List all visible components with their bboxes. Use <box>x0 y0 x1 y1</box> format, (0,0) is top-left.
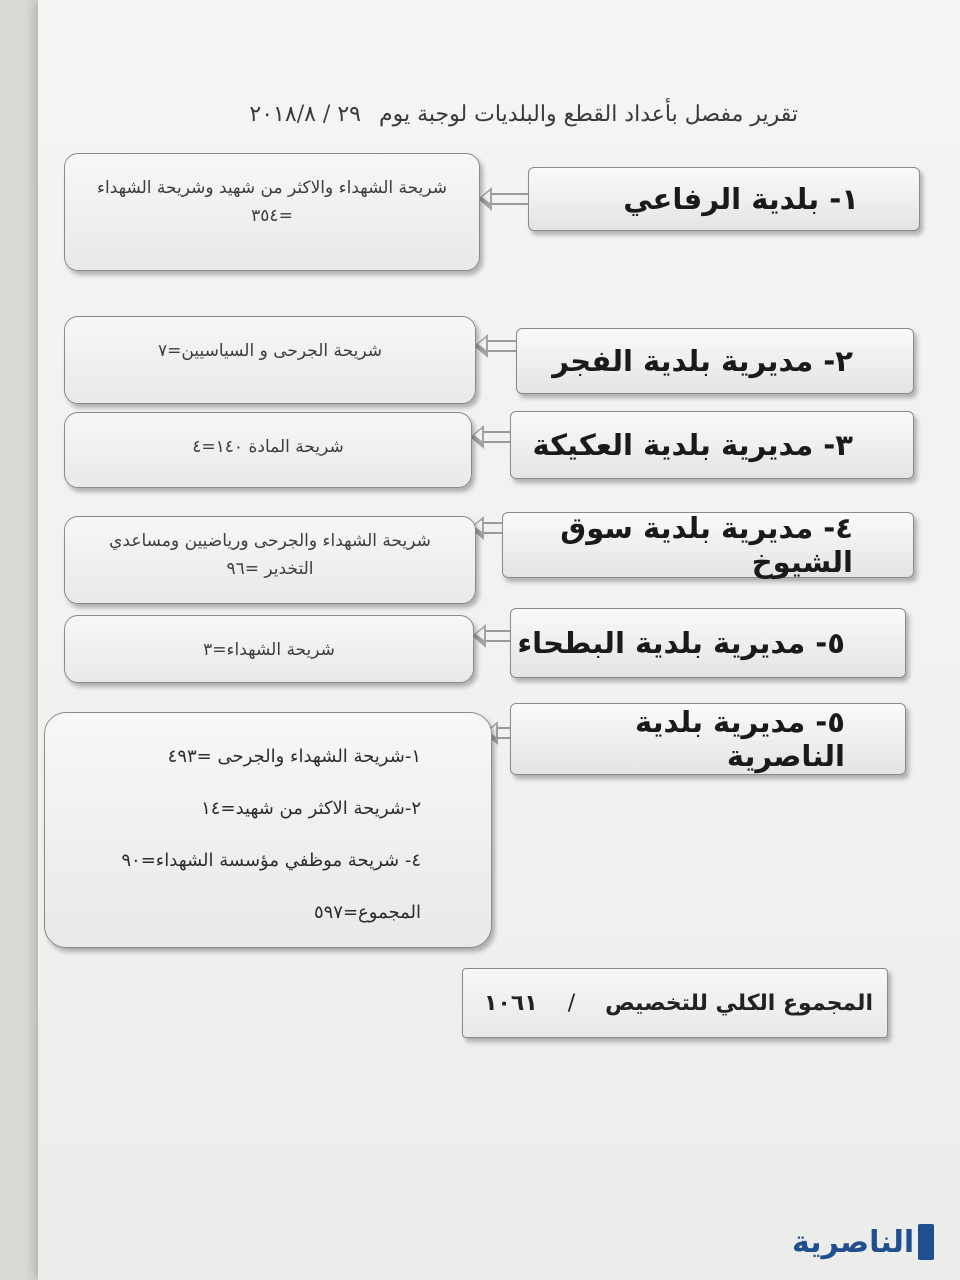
entry-5-arrow <box>484 630 510 642</box>
entry-1-detail-line: شريحة الشهداء والاكثر من شهيد وشريحة الشهداء =٣٥٤ <box>96 178 448 226</box>
watermark-text: الناصرية <box>792 1224 915 1260</box>
entry-6-detail-line-2: ٢-شريحة الاكثر من شهيد=١٤ <box>201 798 421 819</box>
entry-6-arrow <box>496 727 510 739</box>
entry-6-detail-line-3: ٤- شريحة موظفي مؤسسة الشهداء=٩٠ <box>121 850 421 871</box>
entry-1-heading: ١- بلدية الرفاعي <box>528 167 920 231</box>
document-page <box>38 0 960 1280</box>
grand-total-separator: / <box>567 990 576 1016</box>
entry-4-details <box>64 516 476 604</box>
grand-total-value: ١٠٦١ <box>483 990 538 1016</box>
entry-4-heading: ٤- مديرية بلدية سوق الشيوخ <box>502 512 914 578</box>
entry-2-details <box>64 316 476 404</box>
entry-1-details <box>64 153 480 271</box>
entry-4-detail-line: شريحة الشهداء والجرحى ورياضيين ومساعدي التخدير =٩٦ <box>109 531 431 579</box>
entry-6-detail-line-1: ١-شريحة الشهداء والجرحى =٤٩٣ <box>167 746 421 767</box>
entry-2-detail-line: شريحة الجرحى و السياسيين=٧ <box>157 341 382 361</box>
grand-total <box>462 968 888 1038</box>
entry-6-details <box>44 712 492 948</box>
logo-mark-icon <box>918 1224 934 1260</box>
entry-3-arrow <box>482 431 510 443</box>
entry-3-heading: ٣- مديرية بلدية العكيكة <box>510 411 914 479</box>
entry-3-detail-line: شريحة المادة ١٤٠=٤ <box>192 437 344 457</box>
entry-5-detail-line: شريحة الشهداء=٣ <box>203 640 335 660</box>
report-title-text: تقرير مفصل بأعداد القطع والبلديات لوجبة يوم <box>378 102 798 127</box>
grand-total-label: المجموع الكلي للتخصيص <box>605 990 873 1016</box>
entry-5-details <box>64 615 474 683</box>
entry-1-arrow <box>490 193 528 205</box>
entry-6-heading: ٥- مديرية بلدية الناصرية <box>510 703 906 775</box>
report-date: ٢٩ / ٢٠١٨/٨ <box>249 102 361 127</box>
entry-5-heading: ٥- مديرية بلدية البطحاء <box>510 608 906 678</box>
entry-6-detail-line-4: المجموع=٥٩٧ <box>313 902 421 923</box>
entry-2-heading: ٢- مديرية بلدية الفجر <box>516 328 914 394</box>
report-title <box>208 102 798 136</box>
entry-4-arrow <box>482 522 502 534</box>
entry-3-details <box>64 412 472 488</box>
watermark-logo <box>792 1218 942 1266</box>
entry-2-arrow <box>486 340 516 352</box>
